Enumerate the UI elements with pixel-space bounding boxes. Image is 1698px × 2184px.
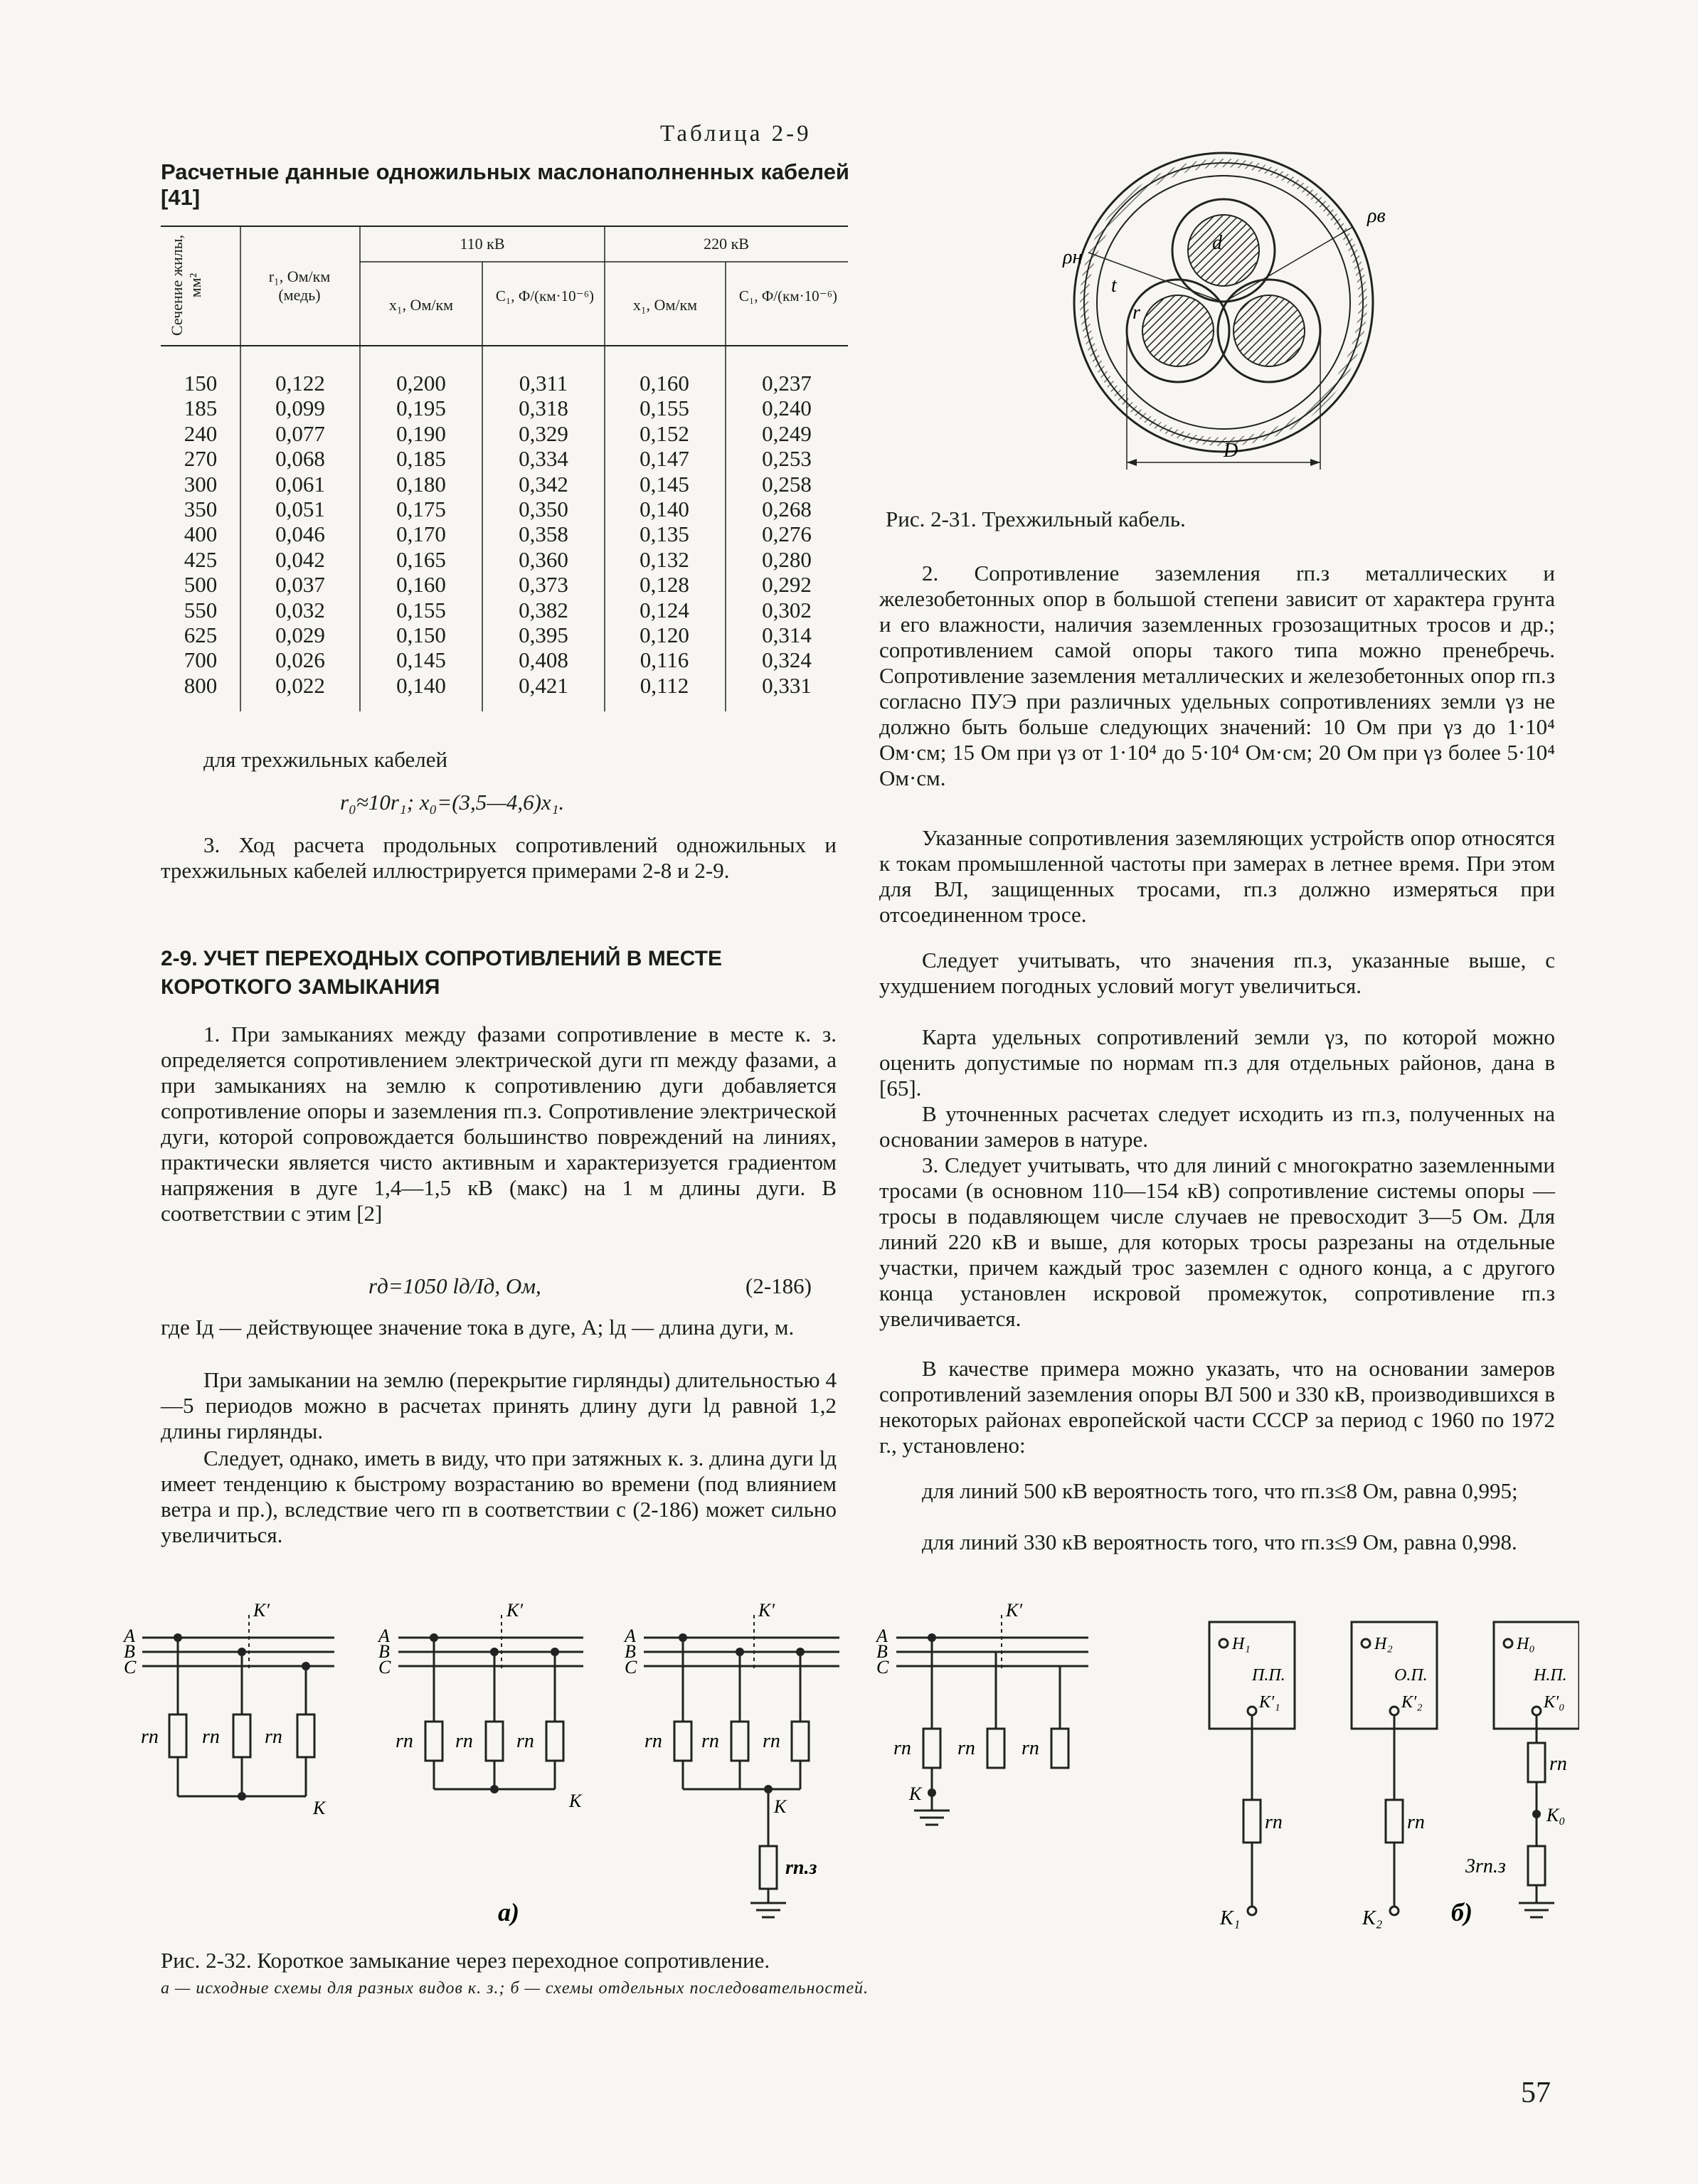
table-cell: 625 xyxy=(184,622,218,647)
table-cell: 425 xyxy=(184,546,218,572)
table-cell: 0,160 xyxy=(640,371,689,396)
rpz3-label: 3rп.з xyxy=(1465,1855,1506,1877)
seq-k-label: K′₀ xyxy=(1544,1693,1565,1712)
rp-label: rп xyxy=(1265,1811,1283,1833)
section-heading-line2: КОРОТКОГО ЗАМЫКАНИЯ xyxy=(161,975,440,999)
table-cell: 0,240 xyxy=(762,396,812,421)
table-cell: 0,037 xyxy=(275,572,325,598)
paragraph-example: В качестве примера можно указать, что на основании замеров сопротивлений заземления опоры ВЛ 500 и 330 кВ, производившихся в некоторых районах европейской части СССР за период с 1960 по 1972 г., установлено: xyxy=(879,1356,1555,1458)
paragraph-3-left: 3. Ход расчета продольных сопротивлений одножильных и трехжильных кабелей иллюстрируется примерами 2-8 и 2-9. xyxy=(161,832,837,883)
seq-pp-label: Н.П. xyxy=(1534,1666,1567,1685)
table-cell: 0,318 xyxy=(519,396,568,421)
table-title: Расчетные данные одножильных маслонаполненных кабелей [41] xyxy=(161,159,849,210)
paragraph-for-three-core: для трехжильных кабелей xyxy=(203,747,448,772)
table-cell: 0,046 xyxy=(275,521,325,547)
paragraph-330kv: для линий 330 кВ вероятность того, что rп.з≤9 Ом, равна 0,998. xyxy=(922,1530,1517,1554)
fault-point-label: K′ xyxy=(253,1601,270,1621)
table-cell: 150 xyxy=(184,371,218,396)
formula-2-186: rд=1050 lд/Iд, Ом, xyxy=(368,1273,541,1298)
seq-bottom-label: K₂ xyxy=(1362,1907,1383,1929)
phase-c-label: C xyxy=(876,1657,889,1677)
three-core-cable-figure xyxy=(1060,128,1387,484)
rp-label: rп xyxy=(202,1726,220,1748)
paragraph-3-right: 3. Следует учитывать, что для линий с многократно заземленными тросами (в основном 110—154 кВ) сопротивление системы опоры — тросы в подавляющем числе случаев не превосходит 3—5 Ом. Для линий 220 кВ и выше, для которых тросы разрезаны на отдельные участки, причем каждый трос заземлен с одного конца, а с другого конца установлен искровой промежуток, сопротивление rп.з увеличивается. xyxy=(879,1152,1555,1331)
table-cell: 0,032 xyxy=(275,597,325,622)
table-cell: 0,120 xyxy=(640,622,689,647)
table-cell: 0,160 xyxy=(396,572,446,598)
paragraph-ground-fault: При замыкании на землю (перекрытие гирлянды) длительностью 4—5 периодов можно в расчетах принять длину дуги lд равной 1,2 длины гирлянды. xyxy=(161,1367,837,1443)
seq-h-label: H₁ xyxy=(1232,1635,1251,1653)
phase-b-label: B xyxy=(378,1641,390,1662)
rp-label: rп xyxy=(893,1737,911,1759)
cable-core-left xyxy=(1127,280,1229,382)
fig-2-32-caption: Рис. 2-32. Короткое замыкание через переходное сопротивление. xyxy=(161,1948,770,1973)
phase-c-label: C xyxy=(625,1657,637,1677)
table-cell: 0,334 xyxy=(519,446,568,472)
phase-b-label: B xyxy=(124,1641,135,1662)
table-cell: 0,331 xyxy=(762,672,812,698)
table-cell: 0,408 xyxy=(519,647,568,673)
table-cell: 0,140 xyxy=(396,672,446,698)
rpz-label: rп.з xyxy=(785,1857,817,1879)
table-cell: 0,026 xyxy=(275,647,325,673)
table-cell: 300 xyxy=(184,471,218,497)
table-cell: 0,190 xyxy=(396,420,446,446)
label-t: t xyxy=(1111,275,1117,297)
table-cell: 0,373 xyxy=(519,572,568,598)
table-cell: 400 xyxy=(184,521,218,547)
rp-label: rп xyxy=(141,1726,159,1748)
rp-label: rп xyxy=(455,1730,473,1752)
k-label: K xyxy=(569,1791,582,1811)
table-cell: 0,342 xyxy=(519,471,568,497)
table-cell: 0,382 xyxy=(519,597,568,622)
table-cell: 0,152 xyxy=(640,420,689,446)
k-label: K xyxy=(774,1796,787,1817)
seq-h-label: H₀ xyxy=(1517,1635,1535,1653)
rp-label: rп xyxy=(644,1730,662,1752)
seq-bottom-label: K₁ xyxy=(1220,1907,1241,1929)
table-cell: 350 xyxy=(184,497,218,521)
phase-b-label: B xyxy=(625,1641,636,1662)
table-cell: 0,150 xyxy=(396,622,446,647)
k-label: K xyxy=(313,1798,326,1818)
rp-label: rп xyxy=(701,1730,719,1752)
paragraph-where: где Iд — действующее значение тока в дуге, А; lд — длина дуги, м. xyxy=(161,1315,795,1340)
table-cell: 0,360 xyxy=(519,546,568,572)
fig-2-32-subcaption: а — исходные схемы для разных видов к. з.; б — схемы отдельных последовательностей. xyxy=(161,1979,869,1998)
phase-c-label: C xyxy=(378,1657,391,1677)
seq-k-label: K′₁ xyxy=(1259,1693,1280,1712)
table-cell: 0,122 xyxy=(275,371,325,396)
table-cell: 0,249 xyxy=(762,420,812,446)
header-c1-220: C₁, Ф/(км·10⁻⁶) xyxy=(738,287,838,304)
formula-r0-x0: r₀≈10r₁; x₀=(3,5—4,6)x₁. xyxy=(340,790,565,815)
rp-label: rп xyxy=(1022,1737,1039,1759)
header-x1-110: x₁, Ом/км xyxy=(388,296,454,314)
fault-point-label: K′ xyxy=(758,1601,775,1621)
header-r1: r₁, Ом/км (медь) xyxy=(268,267,331,304)
header-110kv: 110 кВ xyxy=(460,235,505,253)
page-number: 57 xyxy=(1521,2077,1551,2109)
table-cell: 0,268 xyxy=(762,497,812,521)
table-cell: 0,147 xyxy=(640,446,689,472)
table-cell: 0,358 xyxy=(519,521,568,547)
label-r: r xyxy=(1132,302,1140,324)
seq-h-label: H₂ xyxy=(1374,1635,1393,1653)
table-cell: 0,140 xyxy=(640,497,689,521)
table-cell: 0,077 xyxy=(275,420,325,446)
table-cell: 0,276 xyxy=(762,521,812,547)
paragraph-prolonged-fault: Следует, однако, иметь в виду, что при затяжных к. з. длина дуги lд имеет тенденцию к быстрому возрастанию во времени (под влиянием ветра и пр.), вследствие чего rп в соответствии с (2-186) может сильно увеличиться. xyxy=(161,1446,837,1547)
table-cell: 0,280 xyxy=(762,546,812,572)
rp-label: rп xyxy=(396,1730,413,1752)
table-cell: 0,165 xyxy=(396,546,446,572)
seq-k-label: K′₂ xyxy=(1401,1693,1423,1712)
phase-a-label: A xyxy=(625,1626,636,1646)
paragraph-map: Карта удельных сопротивлений земли γз, по которой можно оценить допустимые по нормам rп.з для отдельных районов, дана в [65]. xyxy=(879,1024,1555,1101)
table-cell: 0,132 xyxy=(640,546,689,572)
scheme-single-phase-ground xyxy=(896,1615,1088,1825)
table-cell: 0,112 xyxy=(640,672,689,698)
seq-pp-label: О.П. xyxy=(1394,1666,1428,1685)
label-rho-n: ρн xyxy=(1063,246,1083,268)
formula-number: (2-186) xyxy=(745,1273,812,1298)
rp-label: rп xyxy=(1407,1811,1425,1833)
table-cell: 0,253 xyxy=(762,446,812,472)
table-cell: 0,042 xyxy=(275,546,325,572)
scheme-two-phase xyxy=(398,1615,583,1789)
table-cell: 0,311 xyxy=(519,371,568,396)
phase-c-label: C xyxy=(124,1657,137,1677)
table-cell: 240 xyxy=(184,420,218,446)
fig-2-31-caption: Рис. 2-31. Трехжильный кабель. xyxy=(886,507,1186,531)
table-cell: 0,128 xyxy=(640,572,689,598)
table-cell: 0,051 xyxy=(275,497,325,521)
table-cell: 0,116 xyxy=(640,647,689,673)
seq-pp-label: П.П. xyxy=(1252,1666,1285,1685)
phase-a-label: A xyxy=(124,1626,135,1646)
paragraph-2-grounding: 2. Сопротивление заземления rп.з металлических и железобетонных опор в большой степени зависит от характера грунта и его влажности, наличия заземленных грозозащитных тросов и др.; сопротивлением самой опоры такого типа можно пренебречь. Сопротивление заземления металлических и железобетонных опор rп.з согласно ПУЭ при различных удельных сопротивлениях земли γз не должно быть больше следующих значений: 10 Ом при γз до 1·10⁴ Ом·см; 15 Ом при γз от 1·10⁴ до 5·10⁴ Ом·см; 20 Ом при γз более 5·10⁴ Ом·см. xyxy=(879,561,1555,790)
fig-label-b: б) xyxy=(1451,1898,1473,1926)
cable-core-right xyxy=(1218,280,1320,382)
paragraph-refined: В уточненных расчетах следует исходить из rп.з, полученных на основании замеров в натуре. xyxy=(879,1101,1555,1152)
table-cell: 0,099 xyxy=(275,396,325,421)
table-cell: 0,155 xyxy=(396,597,446,622)
table-cell: 0,350 xyxy=(519,497,568,521)
rp-label: rп xyxy=(516,1730,534,1752)
table-cell: 500 xyxy=(184,572,218,598)
cable-core-top xyxy=(1172,199,1275,302)
table-cell: 0,395 xyxy=(519,622,568,647)
seq-bottom-label: K₀ xyxy=(1546,1805,1566,1825)
label-rho-v: ρв xyxy=(1367,205,1386,227)
table-cell: 0,195 xyxy=(396,396,446,421)
rp-label: rп xyxy=(763,1730,780,1752)
paragraph-weather: Следует учитывать, что значения rп.з, указанные выше, с ухудшением погодных условий могут увеличиться. xyxy=(879,948,1555,998)
table-cell: 0,124 xyxy=(640,597,689,622)
table-cell: 0,135 xyxy=(640,521,689,547)
phase-b-label: B xyxy=(876,1641,888,1662)
table-cell: 185 xyxy=(184,396,218,421)
table-cell: 700 xyxy=(184,647,218,673)
label-D: D xyxy=(1224,440,1238,462)
table-cell: 0,175 xyxy=(396,497,446,521)
header-section: Сечение жилы, мм² xyxy=(168,234,204,336)
table-cell: 0,029 xyxy=(275,622,325,647)
table-caption: Таблица 2-9 xyxy=(660,121,812,147)
table-cell: 0,180 xyxy=(396,471,446,497)
table-cell: 0,185 xyxy=(396,446,446,472)
table-cell: 0,145 xyxy=(640,471,689,497)
rp-label: rп xyxy=(957,1737,975,1759)
header-x1-220: x₁, Ом/км xyxy=(632,296,698,314)
rp-label: rп xyxy=(1549,1753,1567,1775)
paragraph-1-arc: 1. При замыканиях между фазами сопротивление в месте к. з. определяется сопротивлением электрической дуги rп между фазами, а при замыканиях на землю к сопротивлению дуги добавляется сопротивление опоры и заземления rп.з. Сопротивление электрической дуги, которой сопровождается большинство повреждений на линиях, практически является чисто активным и характеризуется градиентом напряжения в дуге 1,4—1,5 кВ (макс) на 1 м длины дуги. В соответствии с этим [2] xyxy=(161,1022,837,1226)
scheme-three-phase xyxy=(142,1615,334,1796)
table-cell: 0,314 xyxy=(762,622,812,647)
table-cell: 0,329 xyxy=(519,420,568,446)
paragraph-indicated-resistances: Указанные сопротивления заземляющих устройств опор относятся к токам промышленной частоты при замерах в летнее время. При этом для ВЛ, защищенных тросами, rп.з должно измеряться при отсоединенном тросе. xyxy=(879,825,1555,927)
fig-label-a: а) xyxy=(498,1898,519,1926)
table-cell: 800 xyxy=(184,672,218,698)
fault-point-label: K′ xyxy=(1006,1601,1023,1621)
table-cell: 0,302 xyxy=(762,597,812,622)
k-label: K xyxy=(909,1783,922,1804)
table-cell: 0,022 xyxy=(275,672,325,698)
table-cell: 0,237 xyxy=(762,371,812,396)
header-220kv: 220 кВ xyxy=(704,235,749,253)
table-cell: 0,145 xyxy=(396,647,446,673)
phase-a-label: A xyxy=(876,1626,888,1646)
table-cell: 0,068 xyxy=(275,446,325,472)
table-cell: 0,421 xyxy=(519,672,568,698)
table-cell: 550 xyxy=(184,597,218,622)
section-heading-line1: 2-9. УЧЕТ ПЕРЕХОДНЫХ СОПРОТИВЛЕНИЙ В МЕСТЕ xyxy=(161,947,722,970)
phase-a-label: A xyxy=(378,1626,390,1646)
table-cell: 0,292 xyxy=(762,572,812,598)
table-cell: 0,324 xyxy=(762,647,812,673)
table-cell: 0,258 xyxy=(762,471,812,497)
table-cell: 0,061 xyxy=(275,471,325,497)
table-cell: 0,170 xyxy=(396,521,446,547)
rp-label: rп xyxy=(265,1726,282,1748)
fault-point-label: K′ xyxy=(506,1601,524,1621)
paragraph-500kv: для линий 500 кВ вероятность того, что rп.з≤8 Ом, равна 0,995; xyxy=(922,1478,1518,1503)
label-d: d xyxy=(1212,232,1222,254)
table-cell: 0,200 xyxy=(396,371,446,396)
header-c1-110: C₁, Ф/(км·10⁻⁶) xyxy=(495,287,595,304)
table-cell: 0,155 xyxy=(640,396,689,421)
fig-2-32-diagram xyxy=(114,1601,1579,1935)
table-cell: 270 xyxy=(184,446,218,472)
data-table xyxy=(161,225,848,711)
